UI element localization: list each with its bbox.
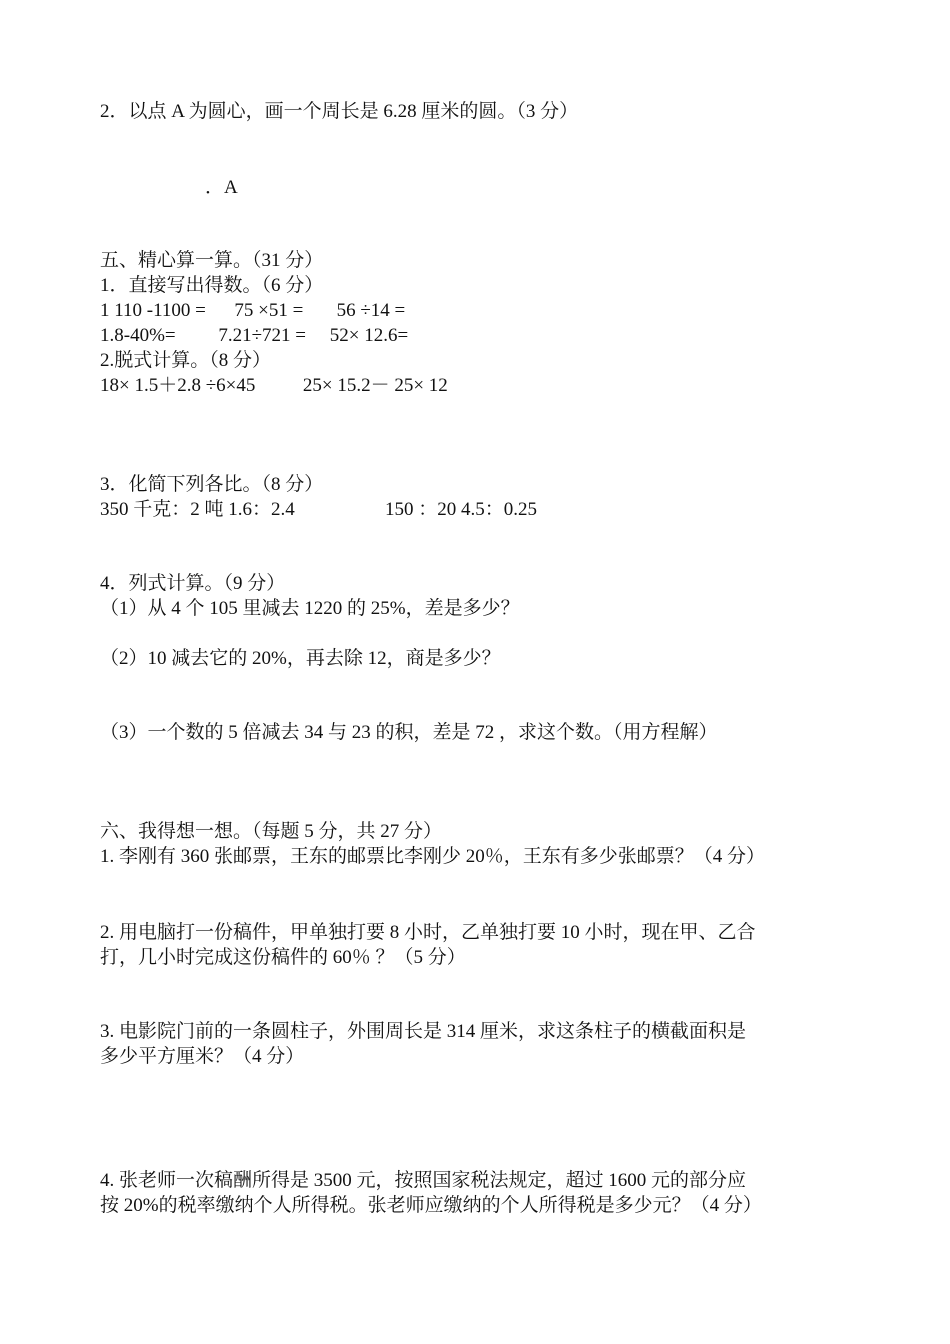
word-problem-3-line-2: 多少平方厘米？（4 分） (100, 1046, 305, 1067)
circle-question: 2．以点 A 为圆心，画一个周长是 6.28 厘米的圆。（3 分） (100, 101, 579, 122)
step-calc-title: 2.脱式计算。（8 分） (100, 350, 272, 371)
point-a-label: ．A (205, 177, 238, 198)
word-problem-3-line-1: 3. 电影院门前的一条圆柱子，外围周长是 314 厘米，求这条柱子的横截面积是 (100, 1021, 747, 1042)
section-6-title: 六、我得想一想。（每题 5 分，共 27 分） (100, 821, 443, 842)
ratio-simplify-row-1: 350 千克：2 吨 1.6：2.4 150 ：20 4.5：0.25 (100, 499, 538, 520)
column-calc-item-2: （2）10 减去它的 20%，再去除 12，商是多少？ (100, 648, 501, 669)
word-problem-2-line-2: 打，几小时完成这份稿件的 60％ ？（5 分） (100, 947, 466, 968)
ratio-simplify-title: 3．化简下列各比。（8 分） (100, 474, 324, 495)
direct-answer-row-1: 1 110 -1100 = 75 ×51 = 56 ÷14 = (100, 300, 406, 321)
word-problem-4-line-1: 4. 张老师一次稿酬所得是 3500 元，按照国家税法规定，超过 1600 元的部分应 (100, 1170, 747, 1191)
section-5-title: 五、精心算一算。（31 分） (100, 250, 324, 271)
direct-answer-row-2: 1.8-40%= 7.21÷721 = 52× 12.6= (100, 325, 409, 346)
direct-answer-title: 1．直接写出得数。（6 分） (100, 275, 324, 296)
column-calc-title: 4．列式计算。（9 分） (100, 573, 286, 594)
word-problem-2-line-1: 2. 用电脑打一份稿件，甲单独打要 8 小时，乙单独打要 10 小时，现在甲、乙合 (100, 922, 756, 943)
column-calc-item-1: （1）从 4 个 105 里减去 1220 的 25%，差是多少？ (100, 598, 520, 619)
word-problem-1: 1. 李刚有 360 张邮票，王东的邮票比李刚少 20％，王东有多少张邮票？（4 分） (100, 846, 766, 867)
step-calc-row-1: 18× 1.5＋2.8 ÷6×45 25× 15.2－ 25× 12 (100, 375, 448, 396)
column-calc-item-3: （3）一个数的 5 倍减去 34 与 23 的积，差是 72 ，求这个数。（用方程解） (100, 722, 718, 743)
word-problem-4-line-2: 按 20%的税率缴纳个人所得税。张老师应缴纳的个人所得税是多少元？（4 分） (100, 1195, 762, 1216)
